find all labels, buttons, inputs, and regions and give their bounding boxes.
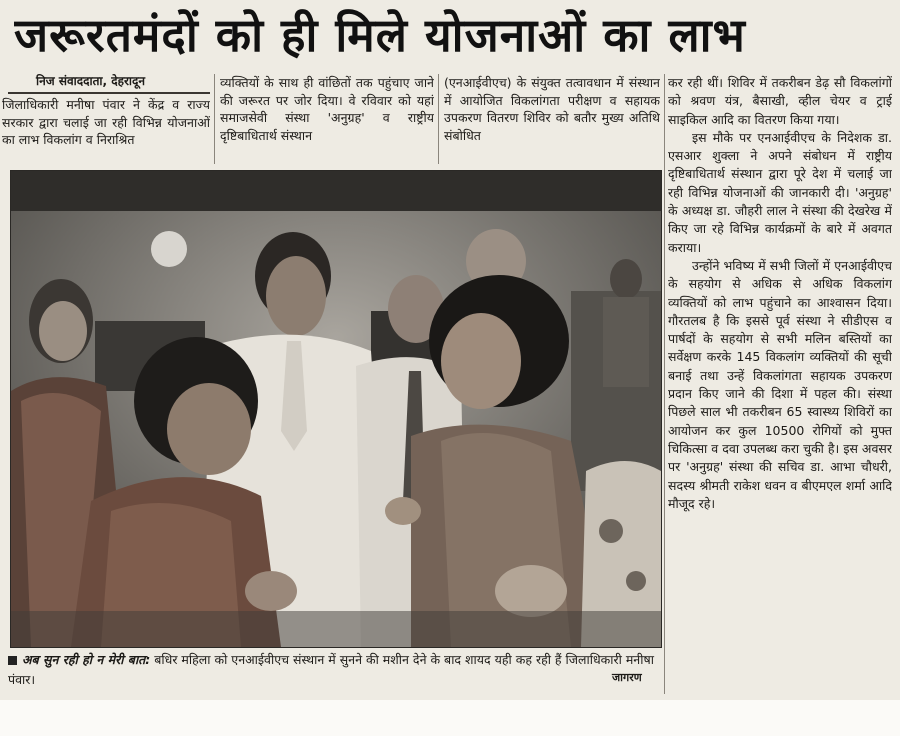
headline: जरूरतमंदों को ही मिले योजनाओं का लाभ: [14, 8, 746, 62]
article-column-1: जिलाधिकारी मनीषा पंवार ने केंद्र व राज्य सरकार द्वारा चलाई जा रही विभिन्न योजनाओं का लाभ विकलांग व निराश्रित: [2, 97, 210, 147]
paragraph: इस मौके पर एनआईवीएच के निदेशक डा. एसआर शुक्ला ने अपने संबोधन में राष्ट्रीय दृष्टिबाधितार्थ संस्थान द्वारा पूरे देश में चलाई जा रही विभिन्न योजनाओं की जानकारी दी। 'अनुग्रह' के अध्यक्ष डा. जौहरी लाल ने संस्था की देखरेख में किए जा रहे विभिन्न कार्यक्रमों के बारे में अवगत कराया।: [668, 129, 892, 255]
news-photo: [10, 170, 662, 648]
column-divider: [664, 74, 665, 694]
byline: निज संवाददाता, देहरादून: [36, 74, 146, 88]
article-column-2: व्यक्तियों के साथ ही वांछितों तक पहुंचाए जाने की जरूरत पर जोर दिया। वे रविवार को यहां समाजसेवी संस्था 'अनुग्रह' व राष्ट्रीय दृष्टिबाधितार्थ संस्थान: [220, 75, 434, 143]
column-divider: [438, 74, 439, 164]
photo-credit: जागरण: [612, 671, 642, 684]
caption-bullet: [8, 656, 17, 665]
caption-lead: अब सुन रही हो न मेरी बात:: [22, 652, 151, 667]
column-divider: [214, 74, 215, 164]
caption-text: बधिर महिला को एनआईवीएच संस्थान में सुनने की मशीन देने के बाद शायद यही कह रही हैं जिलाधिकारी मनीषा पंवार।: [8, 652, 654, 687]
article-column-3: (एनआईवीएच) के संयुक्त तत्वावधान में संस्थान में आयोजित विकलांगता परीक्षण व सहायक उपकरण वितरण शिविर को बतौर मुख्य अतिथि संबोधित: [444, 75, 660, 143]
page-margin: [0, 700, 900, 736]
byline-rule: [8, 92, 210, 94]
article-column-4: [668, 74, 892, 694]
photo-caption: [8, 650, 662, 694]
paragraph: कर रही थीं। शिविर में तकरीबन डेढ़ सौ विकलांगों को श्रवण यंत्र, बैसाखी, व्हील चेयर व ट्राई साइकिल आदि का वितरण किया गया।: [668, 75, 892, 127]
paragraph: उन्होंने भविष्य में सभी जिलों में एनआईवीएच के सहयोग से अधिक से अधिक विकलांग व्यक्तियों को लाभ पहुंचाने का आश्वासन दिया। गौरतलब है कि इससे पूर्व संस्था ने सीडीएस व पार्षदों के सहयोग से सभी मलिन बस्तियों का सर्वेक्षण करके 145 विकलांग व्यक्तियों की सूची बनाई तथा उन्हें विकलांगता सहायक उपकरण प्रदान किए जाने की दिशा में पहल की। संस्था पिछले साल भी तकरीबन 65 स्वास्थ्य शिविरों का आयोजन कर कुल 10500 रोगियों को मुफ्त चिकित्सा व दवा उपलब्ध करा चुकी है। इस अवसर पर 'अनुग्रह' संस्था की सचिव डा. आभा चौधरी, सदस्य श्रीमती राकेश धवन व बीएमएल शर्मा आदि मौजूद रहे।: [668, 257, 892, 511]
